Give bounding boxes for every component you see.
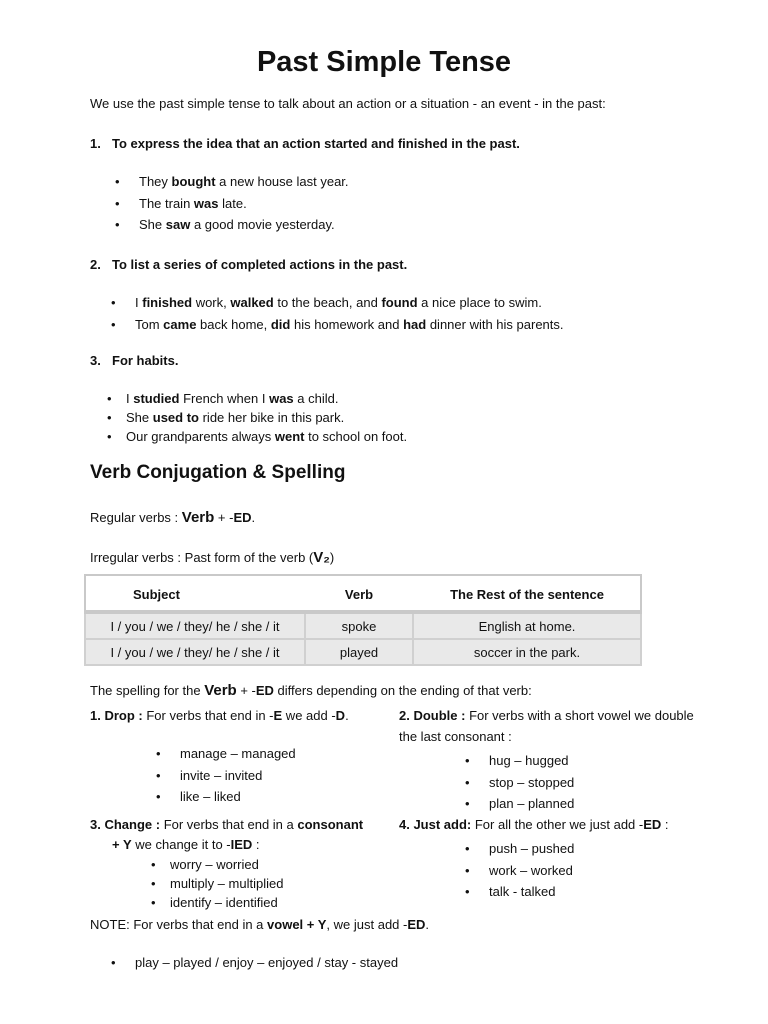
list-item: • plan – planned	[465, 793, 574, 815]
bold-text-run: did	[270, 316, 291, 332]
rule-just-add	[399, 817, 669, 832]
list-item	[115, 171, 349, 193]
column-header-verb: Verb	[305, 575, 413, 613]
regular-verbs-rule	[90, 509, 255, 526]
text-run: Regular verbs	[90, 510, 175, 525]
text-run: a good movie yesterday.	[190, 217, 335, 232]
text-run: .	[345, 708, 349, 723]
text-run: to the beach, and	[273, 295, 382, 310]
rule-drop-examples	[156, 743, 296, 808]
bold-text-run: went	[274, 429, 305, 444]
bold-text-run: walked	[230, 295, 274, 310]
text-run: differs depending on the ending of that verb:	[273, 683, 532, 698]
bold-text-run: ED	[407, 917, 426, 932]
list-item: • manage – managed	[156, 743, 296, 765]
list-item: • play – played / enjoy – enjoyed / stay - stayed	[111, 952, 398, 974]
bold-text-run: Verb	[181, 509, 215, 526]
text-run: + -	[214, 510, 234, 525]
bold-text-run: studied	[133, 391, 180, 406]
text-run: I	[126, 391, 134, 406]
text-run: They	[139, 174, 172, 189]
text-run: back home,	[196, 316, 271, 332]
bold-text-run: + Y	[112, 837, 132, 852]
table-row	[85, 639, 641, 665]
list-item: • push – pushed	[465, 838, 574, 860]
list-item: • invite – invited	[156, 765, 296, 787]
rule-double-examples	[465, 750, 574, 815]
note-text	[90, 917, 429, 932]
intro-paragraph: We use the past simple tense to talk about an action or a situation - an event - in the past:	[90, 96, 606, 111]
text-run: a new house last year.	[215, 174, 349, 189]
text-run: , we just add -	[326, 917, 408, 932]
bold-text-run: D	[335, 708, 346, 723]
conjugation-table	[84, 574, 642, 666]
subject-cell: I / you / we / they/ he / she / it	[85, 613, 305, 639]
text-run: For verbs that end in -	[146, 708, 274, 723]
text-run: She	[126, 410, 153, 425]
rule-just-add-examples	[465, 838, 574, 903]
list-item: • multiply – multiplied	[151, 874, 283, 893]
text-run: Our grandparents always	[126, 429, 275, 444]
rule-double-cont: the last consonant :	[399, 729, 512, 744]
list-item: • worry – worried	[151, 855, 283, 874]
list-item: • work – worked	[465, 860, 574, 882]
usage-examples-2	[111, 292, 564, 335]
bold-text-run: V₂	[313, 549, 330, 566]
text-run: For verbs with a short vowel we double	[469, 708, 694, 723]
text-run: She	[139, 217, 166, 232]
list-item: • identify – identified	[151, 893, 283, 912]
list-item: • talk - talked	[465, 881, 574, 903]
text-run: his homework and	[290, 316, 404, 332]
bold-text-run: bought	[171, 174, 216, 189]
text-run: ride her bike in this park.	[198, 410, 345, 425]
list-item: • like – liked	[156, 786, 296, 808]
text-run: late.	[218, 195, 247, 211]
bold-text-run: saw	[165, 217, 191, 232]
text-run: For verbs that end in a	[163, 817, 298, 832]
text-run: work,	[192, 295, 231, 310]
text-run: a child.	[293, 391, 339, 406]
verb-cell: spoke	[305, 613, 413, 639]
bold-text-run: ED	[643, 817, 662, 832]
usage-heading-3: 3. For habits.	[90, 353, 179, 368]
text-run: NOTE: For verbs that end in a	[90, 917, 268, 932]
text-run: + -	[236, 683, 256, 698]
usage-examples-1	[115, 171, 349, 236]
list-item	[107, 408, 407, 427]
table-header-row	[85, 575, 641, 613]
conjugation-heading: Verb Conjugation & Spelling	[90, 462, 346, 483]
bold-text-run: 2. Double :	[399, 708, 470, 723]
list-item	[107, 427, 407, 446]
list-item: • hug – hugged	[465, 750, 574, 772]
list-item	[115, 193, 349, 215]
bold-text-run: E	[273, 708, 283, 723]
text-run: For all the other we just add -	[474, 817, 644, 832]
bold-text-run: 1. Drop :	[90, 708, 147, 723]
rule-change	[90, 817, 363, 832]
bold-text-run: came	[163, 316, 197, 332]
bold-text-run: ED	[255, 683, 274, 698]
bold-text-run: consonant	[297, 817, 364, 832]
table-row	[85, 613, 641, 639]
bold-text-run: was	[269, 391, 294, 406]
spelling-intro	[90, 682, 532, 699]
bold-text-run: Verb	[204, 682, 237, 699]
text-run: Irregular verbs : Past form of the verb (	[90, 550, 314, 565]
bold-text-run: ED	[233, 510, 252, 525]
page-title: Past Simple Tense	[256, 46, 512, 78]
rest-cell: English at home.	[413, 613, 641, 639]
bold-text-run: found	[381, 295, 418, 310]
text-run: we add -	[282, 708, 336, 723]
rule-drop	[90, 708, 349, 723]
bold-text-run: was	[193, 195, 219, 211]
list-item	[111, 292, 564, 314]
column-header-rest: The Rest of the sentence	[413, 575, 641, 613]
irregular-verbs-rule	[90, 549, 334, 566]
text-run: we change it to -	[131, 837, 231, 852]
usage-heading-1: 1. To express the idea that an action started and finished in the past.	[90, 136, 520, 151]
verb-cell: played	[305, 639, 413, 665]
usage-examples-3	[107, 389, 407, 446]
rule-change-cont	[112, 837, 260, 852]
bold-text-run: used to	[152, 410, 199, 425]
bold-text-run: finished	[142, 295, 193, 310]
text-run: :	[174, 510, 182, 525]
rule-change-examples	[151, 855, 283, 912]
rest-cell: soccer in the park.	[413, 639, 641, 665]
bold-text-run: vowel + Y	[267, 917, 327, 932]
list-item	[111, 314, 564, 336]
text-run: The spelling for the	[90, 683, 205, 698]
text-run: Tom	[135, 316, 164, 332]
text-run: I	[135, 295, 143, 310]
text-run: to school on foot.	[304, 429, 408, 444]
text-run: )	[329, 550, 335, 565]
text-run: French when I	[179, 391, 270, 406]
text-run: .	[425, 917, 430, 932]
bold-text-run: IED	[230, 837, 253, 852]
column-header-subject: Subject	[85, 575, 305, 613]
list-item	[115, 214, 349, 236]
usage-heading-2: 2. To list a series of completed actions in the past.	[90, 257, 408, 272]
text-run: a nice place to swim.	[417, 295, 542, 310]
list-item	[107, 389, 407, 408]
text-run: .	[251, 510, 256, 525]
note-examples	[111, 952, 398, 974]
text-run: :	[252, 837, 260, 852]
text-run: The train	[139, 195, 194, 211]
list-item: • stop – stopped	[465, 772, 574, 794]
bold-text-run: 4. Just add:	[399, 817, 475, 832]
text-run: :	[661, 817, 669, 832]
text-run: dinner with his parents.	[426, 316, 564, 332]
bold-text-run: had	[403, 316, 427, 332]
rule-double	[399, 708, 694, 723]
subject-cell: I / you / we / they/ he / she / it	[85, 639, 305, 665]
bold-text-run: 3. Change :	[90, 817, 164, 832]
